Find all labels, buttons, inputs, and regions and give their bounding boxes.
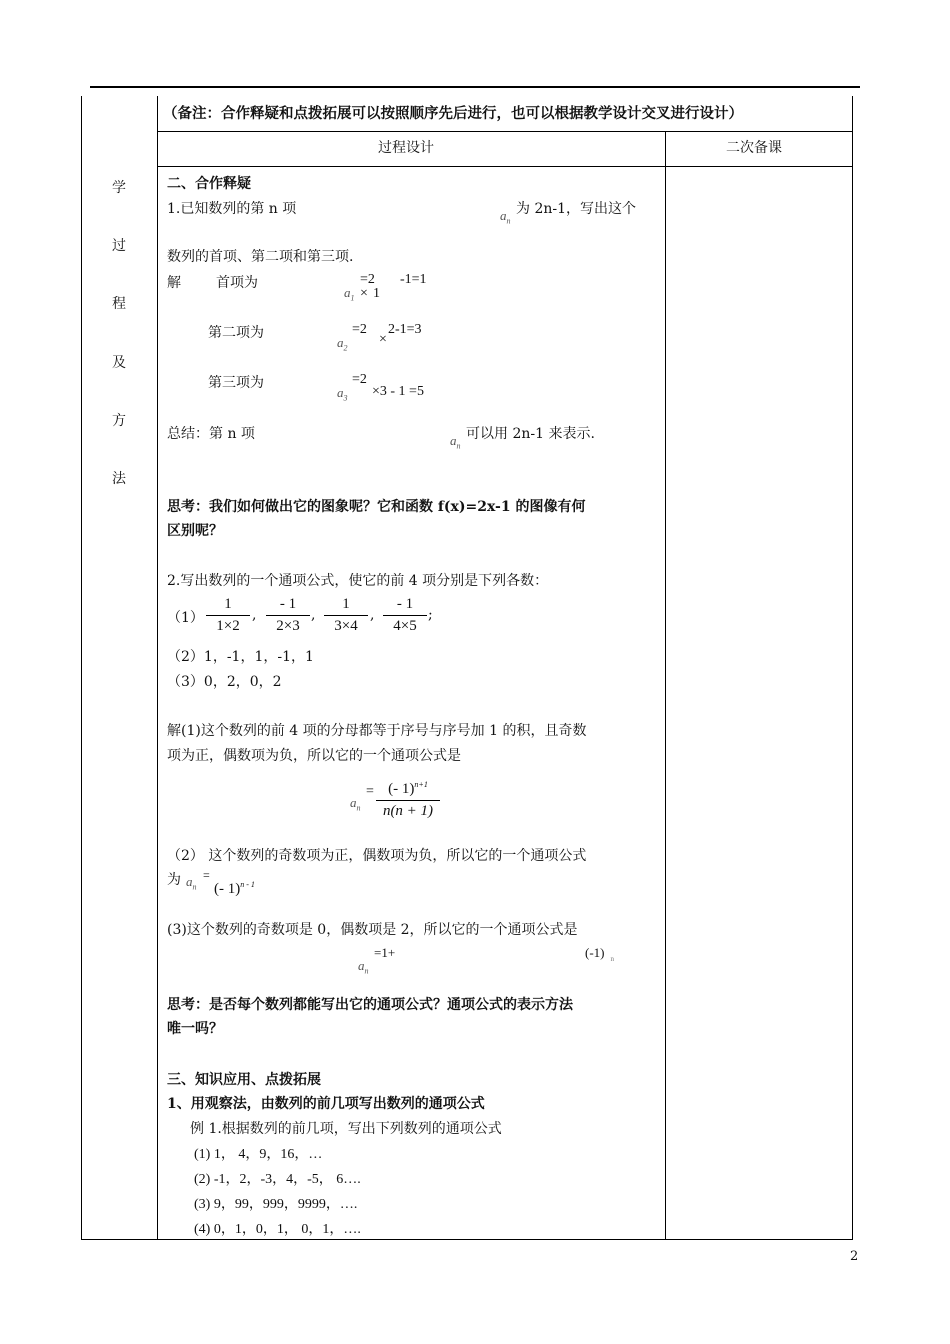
table-bottom-border bbox=[81, 1239, 853, 1240]
formula3-exponent: n bbox=[610, 954, 614, 963]
an-symbol-formula3: $a_n$ bbox=[358, 958, 369, 976]
formula1-num-base: (- 1) bbox=[388, 781, 415, 797]
formula1-equals: = bbox=[366, 784, 374, 799]
formula1-denominator: n(n + 1) bbox=[382, 803, 434, 819]
fraction-3-num: 1 bbox=[342, 596, 350, 612]
formula2-base: (- 1) bbox=[214, 881, 241, 897]
fraction-4-den: 4×5 bbox=[393, 618, 417, 634]
solution1-line-b: 项为正，偶数项为负，所以它的一个通项公式是 bbox=[167, 748, 461, 764]
comma-3: , bbox=[370, 607, 375, 623]
left-label-2: 过 bbox=[112, 238, 126, 254]
formula1-exponent: n+1 bbox=[414, 780, 428, 789]
solution3-text: (3)这个数列的奇数项是 0，偶数项是 2，所以它的一个通项公式是 bbox=[167, 922, 578, 938]
fraction-2 bbox=[266, 596, 310, 635]
formula2 bbox=[214, 880, 255, 898]
summary-text-a: 总结：第 n 项 bbox=[167, 426, 255, 442]
third-eq-a: =2 bbox=[352, 372, 367, 387]
second-eq-a: =2 bbox=[352, 322, 367, 337]
first-eq-a: =2 bbox=[360, 272, 375, 287]
first-term-label: 首项为 bbox=[216, 275, 258, 291]
a2-symbol: $a_2$ bbox=[337, 335, 348, 353]
problem2-item1-label: （1） bbox=[167, 610, 204, 626]
header-note: （备注：合作释疑和点拨拓展可以按照顺序先后进行，也可以根据教学设计交叉进行设计） bbox=[163, 105, 743, 122]
summary-text-b: 可以用 2n-1 来表示. bbox=[466, 426, 595, 442]
second-term-label: 第二项为 bbox=[208, 325, 264, 341]
section3-subtitle: 1、用观察法，由数列的前几项写出数列的通项公式 bbox=[167, 1096, 485, 1112]
example1-item-3: (3) 9，99，999，9999，…. bbox=[194, 1197, 358, 1212]
fraction-4-num: - 1 bbox=[396, 596, 414, 612]
an-symbol-formula1: $a_n$ bbox=[350, 795, 361, 813]
formula3-base: (-1) bbox=[585, 945, 605, 960]
formula2-equals: = bbox=[203, 868, 210, 882]
problem2-item3: （3）0，2，0，2 bbox=[167, 674, 282, 690]
fraction-3-den: 3×4 bbox=[334, 618, 358, 634]
solution2-line-b: 为 bbox=[167, 872, 181, 888]
an-symbol: $a_n$ bbox=[500, 208, 511, 226]
column-divider bbox=[665, 131, 666, 1240]
fraction-1-bar bbox=[206, 615, 250, 616]
fraction-2-bar bbox=[266, 615, 310, 616]
formula2-exponent: n - 1 bbox=[240, 880, 255, 889]
fraction-4 bbox=[383, 596, 427, 635]
left-label-4: 及 bbox=[112, 355, 126, 371]
table-inner-border bbox=[157, 96, 158, 1240]
formula3-b bbox=[585, 945, 614, 963]
second-eq-b: 2-1=3 bbox=[388, 322, 422, 337]
left-label-6: 法 bbox=[112, 471, 126, 487]
fraction-2-den: 2×3 bbox=[276, 618, 300, 634]
note-row-bottom bbox=[157, 131, 853, 132]
formula1-numerator bbox=[376, 780, 440, 798]
problem2-text: 2.写出数列的一个通项公式，使它的前 4 项分别是下列各数： bbox=[167, 573, 549, 589]
think1-line-b: 区别呢？ bbox=[167, 523, 223, 539]
an-symbol-formula2: $a_n$ bbox=[186, 874, 197, 892]
think2-line-a: 思考：是否每个数列都能写出它的通项公式？通项公式的表示方法 bbox=[167, 997, 573, 1013]
a3-symbol: $a_3$ bbox=[337, 385, 348, 403]
solution2-line-a: （2） 这个数列的奇数项为正，偶数项为负，所以它的一个通项公式 bbox=[167, 848, 587, 864]
think2-line-b: 唯一吗？ bbox=[167, 1021, 223, 1037]
section2-title: 二、合作释疑 bbox=[167, 176, 251, 192]
table-left-border bbox=[81, 96, 82, 1240]
example1-item-4: (4) 0，1，0，1， 0，1，…. bbox=[194, 1222, 361, 1237]
left-label-3: 程 bbox=[112, 296, 126, 312]
column-header-secondary: 二次备课 bbox=[726, 140, 782, 156]
a1-symbol: $a_1$ bbox=[344, 285, 355, 303]
left-label-1: 学 bbox=[112, 180, 126, 196]
example1-item-2: (2) -1，2，-3，4，-5， 6…. bbox=[194, 1172, 361, 1187]
comma-2: , bbox=[311, 607, 316, 623]
solution-label: 解 bbox=[167, 275, 181, 291]
fraction-3-bar bbox=[324, 615, 368, 616]
column-header-process: 过程设计 bbox=[378, 140, 434, 156]
problem1-text-b: 为 2n-1，写出这个 bbox=[516, 201, 637, 217]
header-row-bottom bbox=[157, 166, 853, 167]
fraction-3 bbox=[324, 596, 368, 635]
section3-title: 三、知识应用、点拨拓展 bbox=[167, 1072, 321, 1088]
think1-line-a: 思考：我们如何做出它的图象呢？它和函数 f(x)=2x-1 的图像有何 bbox=[167, 499, 586, 515]
comma-1: , bbox=[252, 607, 257, 623]
example1-text: 例 1.根据数列的前几项，写出下列数列的通项公式 bbox=[190, 1121, 502, 1137]
fraction-1 bbox=[206, 596, 250, 635]
page-number: 2 bbox=[850, 1249, 859, 1264]
formula1-bar bbox=[376, 800, 440, 801]
problem1-text-a: 1.已知数列的第 n 项 bbox=[167, 201, 297, 217]
semicolon: ; bbox=[428, 607, 433, 623]
third-term-label: 第三项为 bbox=[208, 375, 264, 391]
formula3-a: =1+ bbox=[374, 945, 396, 960]
solution1-line-a: 解(1)这个数列的前 4 项的分母都等于序号与序号加 1 的积，且奇数 bbox=[167, 723, 587, 739]
formula1-fraction bbox=[376, 780, 440, 820]
first-eq-b: -1=1 bbox=[400, 272, 427, 287]
problem2-item2: （2）1，-1，1，-1，1 bbox=[167, 649, 314, 665]
top-rule bbox=[90, 86, 860, 88]
fraction-1-den: 1×2 bbox=[216, 618, 240, 634]
fraction-1-num: 1 bbox=[224, 596, 232, 612]
one-value: 1 bbox=[373, 286, 380, 301]
problem1-text-c: 数列的首项、第二项和第三项. bbox=[167, 249, 354, 265]
table-right-border bbox=[852, 96, 853, 1240]
left-label-5: 方 bbox=[112, 413, 126, 429]
fraction-4-bar bbox=[383, 615, 427, 616]
an-symbol-summary: $a_n$ bbox=[450, 433, 461, 451]
times-sign-1: × bbox=[360, 286, 368, 301]
example1-item-1: (1) 1， 4，9，16，… bbox=[194, 1147, 323, 1162]
third-eq-b: ×3 - 1 =5 bbox=[372, 384, 424, 399]
fraction-2-num: - 1 bbox=[279, 596, 297, 612]
times-sign-2: × bbox=[379, 332, 387, 347]
